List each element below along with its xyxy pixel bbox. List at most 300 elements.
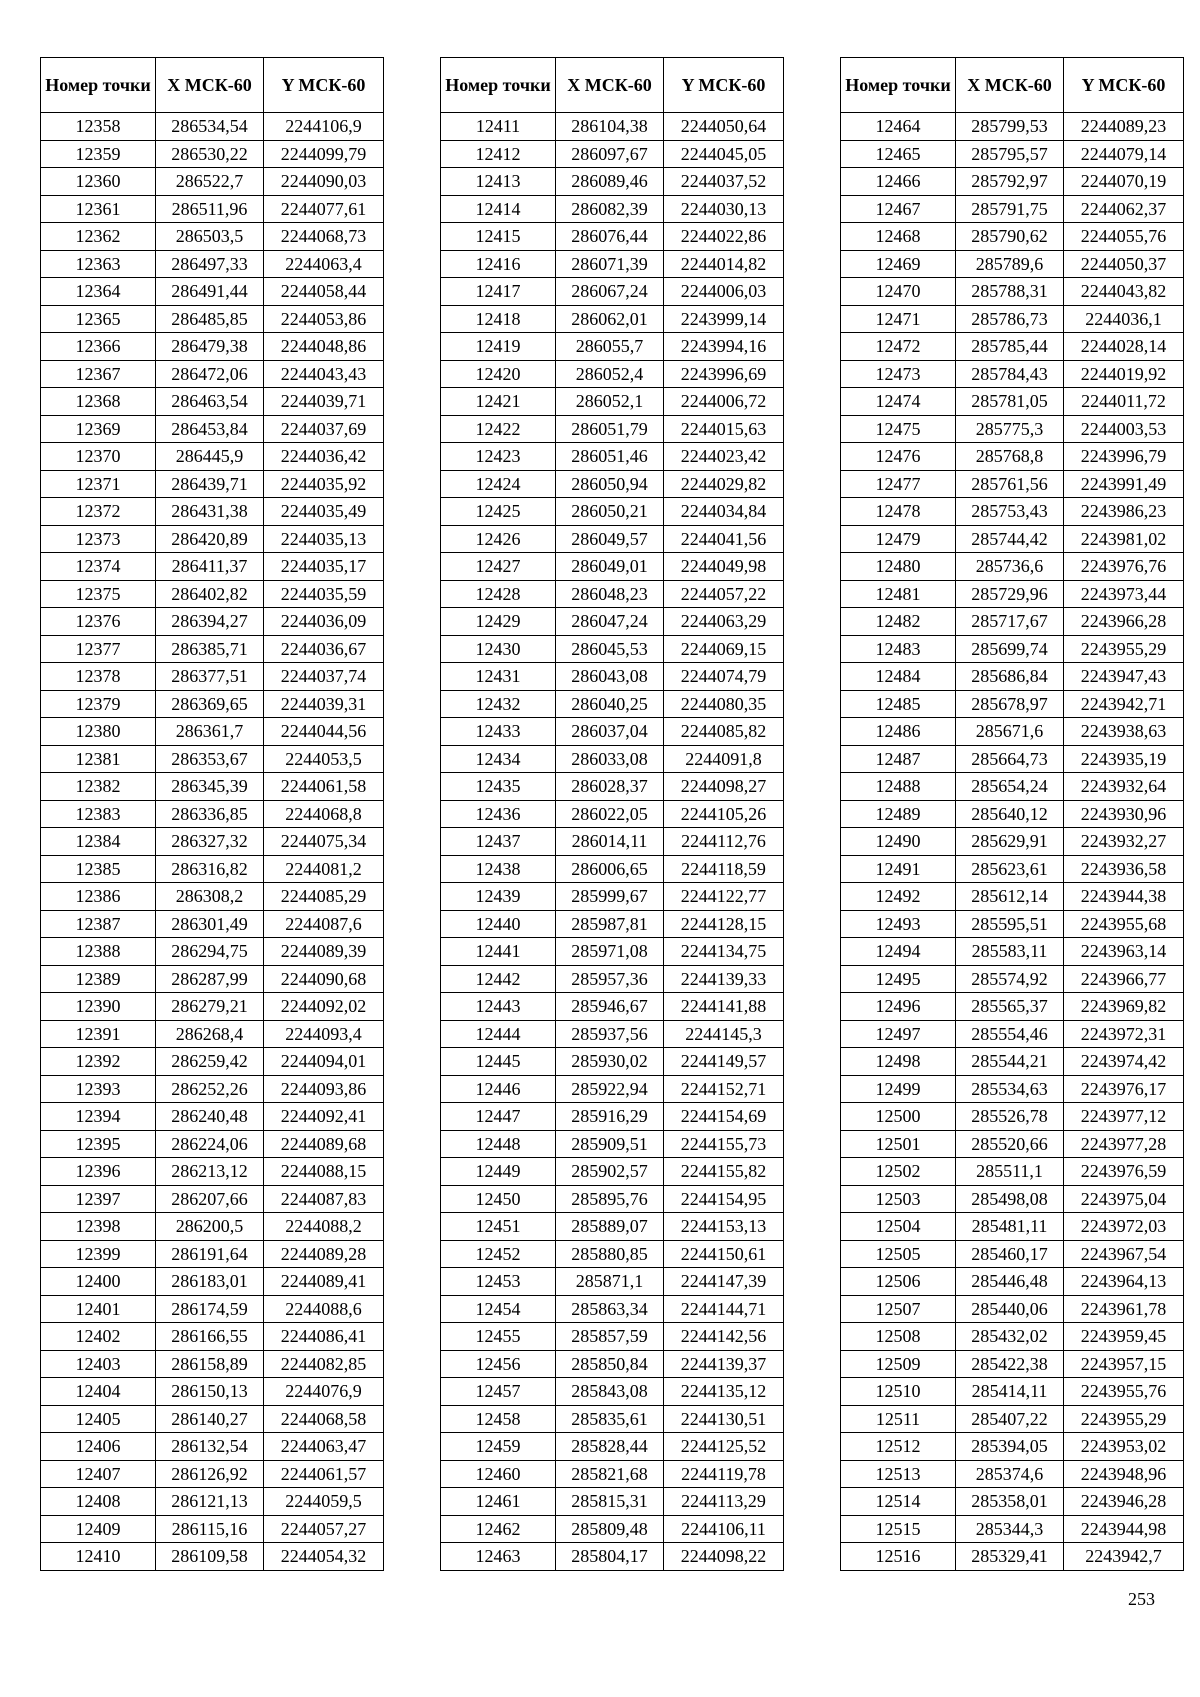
table-row (441, 800, 784, 828)
table-row (41, 498, 384, 526)
y-coordinate-cell: 2244036,42 (264, 443, 384, 471)
table-row (41, 663, 384, 691)
y-coordinate-cell: 2244063,47 (264, 1433, 384, 1461)
x-coordinate-cell: 286006,65 (556, 855, 664, 883)
header-x: X МСК-60 (156, 58, 264, 113)
x-coordinate-cell: 285414,11 (956, 1378, 1064, 1406)
point-number-cell: 12392 (41, 1048, 156, 1076)
y-coordinate-cell: 2243938,63 (1064, 718, 1184, 746)
y-coordinate-cell: 2243935,19 (1064, 745, 1184, 773)
x-coordinate-cell: 286327,32 (156, 828, 264, 856)
point-number-cell: 12502 (841, 1158, 956, 1186)
y-coordinate-cell: 2243957,15 (1064, 1350, 1184, 1378)
table-row (41, 553, 384, 581)
y-coordinate-cell: 2244062,37 (1064, 195, 1184, 223)
y-coordinate-cell: 2244036,1 (1064, 305, 1184, 333)
x-coordinate-cell: 285329,41 (956, 1543, 1064, 1571)
x-coordinate-cell: 285946,67 (556, 993, 664, 1021)
x-coordinate-cell: 286361,7 (156, 718, 264, 746)
table-row (441, 965, 784, 993)
x-coordinate-cell: 286049,57 (556, 525, 664, 553)
y-coordinate-cell: 2243942,7 (1064, 1543, 1184, 1571)
table-row (441, 635, 784, 663)
header-point-number: Номер точки (41, 58, 156, 113)
table-row (841, 580, 1184, 608)
point-number-cell: 12508 (841, 1323, 956, 1351)
table-row (41, 1268, 384, 1296)
table-row (441, 415, 784, 443)
point-number-cell: 12410 (41, 1543, 156, 1571)
point-number-cell: 12499 (841, 1075, 956, 1103)
point-number-cell: 12419 (441, 333, 556, 361)
x-coordinate-cell: 286028,37 (556, 773, 664, 801)
x-coordinate-cell: 286050,94 (556, 470, 664, 498)
y-coordinate-cell: 2244089,39 (264, 938, 384, 966)
x-coordinate-cell: 285729,96 (956, 580, 1064, 608)
y-coordinate-cell: 2244087,83 (264, 1185, 384, 1213)
point-number-cell: 12452 (441, 1240, 556, 1268)
point-number-cell: 12421 (441, 388, 556, 416)
point-number-cell: 12382 (41, 773, 156, 801)
x-coordinate-cell: 286076,44 (556, 223, 664, 251)
x-coordinate-cell: 285534,63 (956, 1075, 1064, 1103)
point-number-cell: 12514 (841, 1488, 956, 1516)
x-coordinate-cell: 286402,82 (156, 580, 264, 608)
table-row (441, 1075, 784, 1103)
table-row (841, 1075, 1184, 1103)
x-coordinate-cell: 285440,06 (956, 1295, 1064, 1323)
y-coordinate-cell: 2244041,56 (664, 525, 784, 553)
point-number-cell: 12513 (841, 1460, 956, 1488)
y-coordinate-cell: 2243973,44 (1064, 580, 1184, 608)
table-row (41, 1158, 384, 1186)
x-coordinate-cell: 285498,08 (956, 1185, 1064, 1213)
y-coordinate-cell: 2244152,71 (664, 1075, 784, 1103)
x-coordinate-cell: 286287,99 (156, 965, 264, 993)
table-row (41, 1515, 384, 1543)
point-number-cell: 12376 (41, 608, 156, 636)
table-row (441, 1515, 784, 1543)
table-row (41, 360, 384, 388)
point-number-cell: 12444 (441, 1020, 556, 1048)
x-coordinate-cell: 285761,56 (956, 470, 1064, 498)
x-coordinate-cell: 286377,51 (156, 663, 264, 691)
point-number-cell: 12423 (441, 443, 556, 471)
point-number-cell: 12455 (441, 1323, 556, 1351)
point-number-cell: 12473 (841, 360, 956, 388)
x-coordinate-cell: 285828,44 (556, 1433, 664, 1461)
table-row (441, 1020, 784, 1048)
y-coordinate-cell: 2243986,23 (1064, 498, 1184, 526)
point-number-cell: 12395 (41, 1130, 156, 1158)
point-number-cell: 12501 (841, 1130, 956, 1158)
header-point-number: Номер точки (841, 58, 956, 113)
header-x: X МСК-60 (556, 58, 664, 113)
x-coordinate-cell: 285520,66 (956, 1130, 1064, 1158)
y-coordinate-cell: 2244153,13 (664, 1213, 784, 1241)
table-row (441, 1103, 784, 1131)
y-coordinate-cell: 2243947,43 (1064, 663, 1184, 691)
x-coordinate-cell: 285785,44 (956, 333, 1064, 361)
table-row (41, 113, 384, 141)
y-coordinate-cell: 2244037,69 (264, 415, 384, 443)
x-coordinate-cell: 285565,37 (956, 993, 1064, 1021)
table-row (441, 1378, 784, 1406)
point-number-cell: 12463 (441, 1543, 556, 1571)
table-row (41, 965, 384, 993)
table-row (441, 443, 784, 471)
y-coordinate-cell: 2244035,59 (264, 580, 384, 608)
x-coordinate-cell: 285916,29 (556, 1103, 664, 1131)
y-coordinate-cell: 2244130,51 (664, 1405, 784, 1433)
table-row (441, 938, 784, 966)
point-number-cell: 12377 (41, 635, 156, 663)
y-coordinate-cell: 2244081,2 (264, 855, 384, 883)
y-coordinate-cell: 2244006,03 (664, 278, 784, 306)
table-row (841, 608, 1184, 636)
point-number-cell: 12366 (41, 333, 156, 361)
point-number-cell: 12448 (441, 1130, 556, 1158)
table-row (841, 1323, 1184, 1351)
y-coordinate-cell: 2244055,76 (1064, 223, 1184, 251)
point-number-cell: 12367 (41, 360, 156, 388)
y-coordinate-cell: 2244048,86 (264, 333, 384, 361)
point-number-cell: 12492 (841, 883, 956, 911)
point-number-cell: 12391 (41, 1020, 156, 1048)
table-row (841, 113, 1184, 141)
y-coordinate-cell: 2243991,49 (1064, 470, 1184, 498)
table-row (441, 663, 784, 691)
y-coordinate-cell: 2243955,76 (1064, 1378, 1184, 1406)
x-coordinate-cell: 285871,1 (556, 1268, 664, 1296)
x-coordinate-cell: 286240,48 (156, 1103, 264, 1131)
table-row (841, 305, 1184, 333)
table-row (841, 718, 1184, 746)
table-row (41, 608, 384, 636)
point-number-cell: 12462 (441, 1515, 556, 1543)
x-coordinate-cell: 286445,9 (156, 443, 264, 471)
y-coordinate-cell: 2244068,8 (264, 800, 384, 828)
point-number-cell: 12408 (41, 1488, 156, 1516)
x-coordinate-cell: 286082,39 (556, 195, 664, 223)
table-row (41, 1378, 384, 1406)
y-coordinate-cell: 2244037,52 (664, 168, 784, 196)
table-row (841, 1543, 1184, 1571)
x-coordinate-cell: 286052,1 (556, 388, 664, 416)
point-number-cell: 12400 (41, 1268, 156, 1296)
table-row (41, 1185, 384, 1213)
x-coordinate-cell: 286022,05 (556, 800, 664, 828)
y-coordinate-cell: 2244093,4 (264, 1020, 384, 1048)
table-row (841, 1048, 1184, 1076)
point-number-cell: 12378 (41, 663, 156, 691)
table-row (841, 1350, 1184, 1378)
point-number-cell: 12487 (841, 745, 956, 773)
y-coordinate-cell: 2244059,5 (264, 1488, 384, 1516)
point-number-cell: 12496 (841, 993, 956, 1021)
table-row (441, 140, 784, 168)
x-coordinate-cell: 285623,61 (956, 855, 1064, 883)
table-row (441, 1488, 784, 1516)
x-coordinate-cell: 286047,24 (556, 608, 664, 636)
point-number-cell: 12390 (41, 993, 156, 1021)
point-number-cell: 12431 (441, 663, 556, 691)
y-coordinate-cell: 2244057,22 (664, 580, 784, 608)
y-coordinate-cell: 2244061,57 (264, 1460, 384, 1488)
point-number-cell: 12483 (841, 635, 956, 663)
point-number-cell: 12511 (841, 1405, 956, 1433)
y-coordinate-cell: 2244089,23 (1064, 113, 1184, 141)
table-row (441, 580, 784, 608)
header-y: Y МСК-60 (1064, 58, 1184, 113)
point-number-cell: 12454 (441, 1295, 556, 1323)
x-coordinate-cell: 286353,67 (156, 745, 264, 773)
point-number-cell: 12479 (841, 525, 956, 553)
x-coordinate-cell: 286033,08 (556, 745, 664, 773)
y-coordinate-cell: 2243942,71 (1064, 690, 1184, 718)
table-row (841, 553, 1184, 581)
table-row (41, 525, 384, 553)
y-coordinate-cell: 2244023,42 (664, 443, 784, 471)
table-row (441, 718, 784, 746)
x-coordinate-cell: 286522,7 (156, 168, 264, 196)
table-row (41, 1130, 384, 1158)
y-coordinate-cell: 2244028,14 (1064, 333, 1184, 361)
y-coordinate-cell: 2244128,15 (664, 910, 784, 938)
x-coordinate-cell: 285799,53 (956, 113, 1064, 141)
y-coordinate-cell: 2244134,75 (664, 938, 784, 966)
table-row (441, 553, 784, 581)
point-number-cell: 12485 (841, 690, 956, 718)
y-coordinate-cell: 2244036,67 (264, 635, 384, 663)
point-number-cell: 12460 (441, 1460, 556, 1488)
x-coordinate-cell: 286491,44 (156, 278, 264, 306)
table-row (41, 690, 384, 718)
table-row (441, 608, 784, 636)
x-coordinate-cell: 286071,39 (556, 250, 664, 278)
x-coordinate-cell: 285902,57 (556, 1158, 664, 1186)
y-coordinate-cell: 2244034,84 (664, 498, 784, 526)
y-coordinate-cell: 2243977,12 (1064, 1103, 1184, 1131)
x-coordinate-cell: 285781,05 (956, 388, 1064, 416)
y-coordinate-cell: 2243977,28 (1064, 1130, 1184, 1158)
y-coordinate-cell: 2244019,92 (1064, 360, 1184, 388)
y-coordinate-cell: 2244068,73 (264, 223, 384, 251)
y-coordinate-cell: 2244082,85 (264, 1350, 384, 1378)
y-coordinate-cell: 2244089,28 (264, 1240, 384, 1268)
table-row (441, 1185, 784, 1213)
y-coordinate-cell: 2244089,41 (264, 1268, 384, 1296)
x-coordinate-cell: 286530,22 (156, 140, 264, 168)
x-coordinate-cell: 285850,84 (556, 1350, 664, 1378)
point-number-cell: 12480 (841, 553, 956, 581)
x-coordinate-cell: 286345,39 (156, 773, 264, 801)
table-row (841, 1460, 1184, 1488)
x-coordinate-cell: 286336,85 (156, 800, 264, 828)
x-coordinate-cell: 285784,43 (956, 360, 1064, 388)
y-coordinate-cell: 2243930,96 (1064, 800, 1184, 828)
table-row (41, 938, 384, 966)
y-coordinate-cell: 2243967,54 (1064, 1240, 1184, 1268)
point-number-cell: 12503 (841, 1185, 956, 1213)
x-coordinate-cell: 286294,75 (156, 938, 264, 966)
table-row (841, 1103, 1184, 1131)
x-coordinate-cell: 286394,27 (156, 608, 264, 636)
y-coordinate-cell: 2244045,05 (664, 140, 784, 168)
point-number-cell: 12512 (841, 1433, 956, 1461)
y-coordinate-cell: 2243963,14 (1064, 938, 1184, 966)
x-coordinate-cell: 286043,08 (556, 663, 664, 691)
x-coordinate-cell: 286055,7 (556, 333, 664, 361)
y-coordinate-cell: 2244093,86 (264, 1075, 384, 1103)
x-coordinate-cell: 285815,31 (556, 1488, 664, 1516)
table-row (441, 223, 784, 251)
point-number-cell: 12498 (841, 1048, 956, 1076)
table-row (841, 525, 1184, 553)
y-coordinate-cell: 2243996,69 (664, 360, 784, 388)
table-row (841, 195, 1184, 223)
point-number-cell: 12384 (41, 828, 156, 856)
y-coordinate-cell: 2243972,03 (1064, 1213, 1184, 1241)
table-row (841, 883, 1184, 911)
x-coordinate-cell: 285460,17 (956, 1240, 1064, 1268)
point-number-cell: 12510 (841, 1378, 956, 1406)
table-row (441, 470, 784, 498)
x-coordinate-cell: 285795,57 (956, 140, 1064, 168)
x-coordinate-cell: 286040,25 (556, 690, 664, 718)
point-number-cell: 12368 (41, 388, 156, 416)
table-row (841, 1433, 1184, 1461)
y-coordinate-cell: 2244044,56 (264, 718, 384, 746)
header-x: X МСК-60 (956, 58, 1064, 113)
x-coordinate-cell: 285930,02 (556, 1048, 664, 1076)
table-row (41, 993, 384, 1021)
y-coordinate-cell: 2244029,82 (664, 470, 784, 498)
point-number-cell: 12409 (41, 1515, 156, 1543)
y-coordinate-cell: 2243976,76 (1064, 553, 1184, 581)
point-number-cell: 12488 (841, 773, 956, 801)
y-coordinate-cell: 2243955,68 (1064, 910, 1184, 938)
point-number-cell: 12475 (841, 415, 956, 443)
point-number-cell: 12433 (441, 718, 556, 746)
x-coordinate-cell: 285574,92 (956, 965, 1064, 993)
x-coordinate-cell: 285446,48 (956, 1268, 1064, 1296)
x-coordinate-cell: 285358,01 (956, 1488, 1064, 1516)
point-number-cell: 12372 (41, 498, 156, 526)
header-y: Y МСК-60 (664, 58, 784, 113)
table-row (41, 443, 384, 471)
table-row (441, 1350, 784, 1378)
point-number-cell: 12381 (41, 745, 156, 773)
table-row (841, 1213, 1184, 1241)
y-coordinate-cell: 2243953,02 (1064, 1433, 1184, 1461)
table-row (41, 1488, 384, 1516)
y-coordinate-cell: 2244106,9 (264, 113, 384, 141)
y-coordinate-cell: 2244145,3 (664, 1020, 784, 1048)
x-coordinate-cell: 285957,36 (556, 965, 664, 993)
table-row (41, 910, 384, 938)
x-coordinate-cell: 286191,64 (156, 1240, 264, 1268)
x-coordinate-cell: 285987,81 (556, 910, 664, 938)
y-coordinate-cell: 2244043,43 (264, 360, 384, 388)
y-coordinate-cell: 2244063,29 (664, 608, 784, 636)
point-number-cell: 12440 (441, 910, 556, 938)
table-row (41, 1295, 384, 1323)
point-number-cell: 12495 (841, 965, 956, 993)
table-row (441, 1213, 784, 1241)
table-row (441, 745, 784, 773)
x-coordinate-cell: 286097,67 (556, 140, 664, 168)
table-row (841, 333, 1184, 361)
x-coordinate-cell: 286183,01 (156, 1268, 264, 1296)
table-row (41, 1433, 384, 1461)
point-number-cell: 12437 (441, 828, 556, 856)
y-coordinate-cell: 2244039,31 (264, 690, 384, 718)
point-number-cell: 12509 (841, 1350, 956, 1378)
y-coordinate-cell: 2244106,11 (664, 1515, 784, 1543)
point-number-cell: 12493 (841, 910, 956, 938)
x-coordinate-cell: 285422,38 (956, 1350, 1064, 1378)
table-row (441, 855, 784, 883)
table-row (441, 1048, 784, 1076)
table-row (841, 800, 1184, 828)
point-number-cell: 12484 (841, 663, 956, 691)
table-row (41, 855, 384, 883)
point-number-cell: 12429 (441, 608, 556, 636)
table-row (441, 828, 784, 856)
x-coordinate-cell: 285526,78 (956, 1103, 1064, 1131)
x-coordinate-cell: 286301,49 (156, 910, 264, 938)
x-coordinate-cell: 286045,53 (556, 635, 664, 663)
point-number-cell: 12469 (841, 250, 956, 278)
table-row (841, 250, 1184, 278)
table-row (441, 525, 784, 553)
table-row (441, 910, 784, 938)
table-row (841, 1240, 1184, 1268)
x-coordinate-cell: 285753,43 (956, 498, 1064, 526)
y-coordinate-cell: 2244090,03 (264, 168, 384, 196)
table-row (841, 745, 1184, 773)
point-number-cell: 12363 (41, 250, 156, 278)
x-coordinate-cell: 286411,37 (156, 553, 264, 581)
point-number-cell: 12373 (41, 525, 156, 553)
table-header-row (441, 58, 784, 113)
table-row (841, 773, 1184, 801)
point-number-cell: 12386 (41, 883, 156, 911)
point-number-cell: 12365 (41, 305, 156, 333)
x-coordinate-cell: 285835,61 (556, 1405, 664, 1433)
point-number-cell: 12494 (841, 938, 956, 966)
x-coordinate-cell: 285937,56 (556, 1020, 664, 1048)
point-number-cell: 12449 (441, 1158, 556, 1186)
y-coordinate-cell: 2244154,95 (664, 1185, 784, 1213)
point-number-cell: 12461 (441, 1488, 556, 1516)
point-number-cell: 12414 (441, 195, 556, 223)
table-row (41, 250, 384, 278)
point-number-cell: 12474 (841, 388, 956, 416)
point-number-cell: 12425 (441, 498, 556, 526)
x-coordinate-cell: 286485,85 (156, 305, 264, 333)
point-number-cell: 12380 (41, 718, 156, 746)
point-number-cell: 12411 (441, 113, 556, 141)
table-row (841, 278, 1184, 306)
point-number-cell: 12491 (841, 855, 956, 883)
x-coordinate-cell: 286104,38 (556, 113, 664, 141)
point-number-cell: 12360 (41, 168, 156, 196)
x-coordinate-cell: 285999,67 (556, 883, 664, 911)
table-row (41, 1405, 384, 1433)
point-number-cell: 12471 (841, 305, 956, 333)
